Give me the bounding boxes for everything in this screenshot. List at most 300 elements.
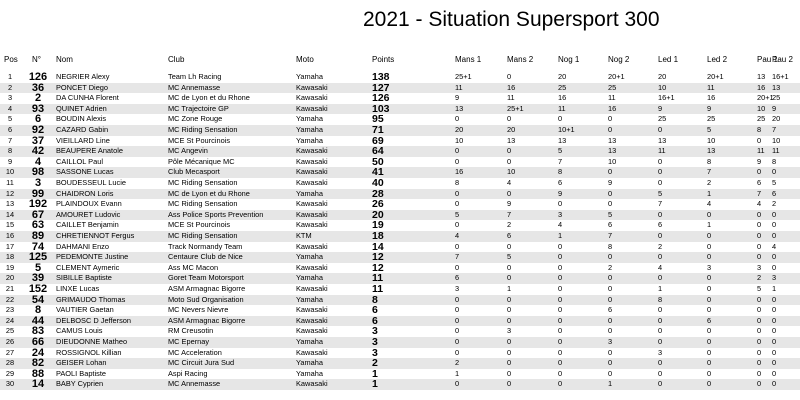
race-pau-1-cell: 7 <box>757 188 762 198</box>
race-mans-2-cell: 0 <box>507 241 512 251</box>
rider-number-cell: 37 <box>31 134 45 147</box>
race-mans-1-cell: 7 <box>455 252 460 262</box>
race-mans-1-cell: 10 <box>455 135 464 145</box>
race-led-1-cell: 0 <box>658 125 663 134</box>
race-led-1-cell: 0 <box>658 209 663 219</box>
club-cell: MC de Lyon et du Rhone <box>168 188 250 198</box>
race-led-2-cell: 0 <box>707 337 712 346</box>
table-row <box>0 114 800 125</box>
race-nog-1-cell: 11 <box>558 103 566 113</box>
race-mans-2-cell: 0 <box>507 294 512 304</box>
pos-cell: 30 <box>5 379 15 389</box>
header-nr: N° <box>32 55 41 64</box>
race-mans-2-cell: 0 <box>507 315 512 325</box>
race-nog-1-cell: 8 <box>558 167 563 177</box>
table-row <box>0 146 800 157</box>
points-cell: 8 <box>372 293 378 306</box>
table-row <box>0 72 800 83</box>
moto-cell: Kawasaki <box>296 315 328 325</box>
race-nog-2-cell: 0 <box>608 252 613 262</box>
race-led-1-cell: 0 <box>658 358 663 368</box>
moto-cell: Yamaha <box>296 188 323 198</box>
pos-cell: 20 <box>5 273 15 283</box>
points-cell: 3 <box>372 336 378 348</box>
rider-number-cell: 5 <box>34 261 42 274</box>
race-led-2-cell: 25 <box>707 114 716 124</box>
moto-cell: Kawasaki <box>296 305 328 315</box>
race-nog-1-cell: 13 <box>558 135 567 145</box>
race-led-1-cell: 0 <box>658 326 663 336</box>
header-points: Points <box>372 55 395 64</box>
race-nog-2-cell: 0 <box>608 114 613 124</box>
table-row <box>0 295 800 306</box>
race-pau-2-cell: 5 <box>772 178 777 187</box>
rider-name-cell: VAUTIER Gaetan <box>56 305 114 315</box>
rider-name-cell: CAMUS Louis <box>56 326 103 336</box>
race-led-1-cell: 0 <box>658 231 663 240</box>
race-pau-2-cell: 0 <box>772 220 777 230</box>
club-cell: Goret Team Motorsport <box>168 273 244 283</box>
race-pau-2-cell: 10 <box>772 135 781 145</box>
table-header-row <box>0 55 800 67</box>
race-pau-1-cell: 0 <box>757 294 762 304</box>
race-nog-1-cell: 0 <box>558 241 563 251</box>
race-nog-2-cell: 16 <box>608 103 617 113</box>
race-led-2-cell: 0 <box>707 273 712 283</box>
race-nog-1-cell: 0 <box>558 358 563 368</box>
race-nog-2-cell: 5 <box>608 209 613 219</box>
race-nog-1-cell: 0 <box>558 284 563 293</box>
rider-name-cell: BEAUPERE Anatole <box>56 146 123 156</box>
race-nog-2-cell: 1 <box>608 379 613 389</box>
pos-cell: 3 <box>7 93 13 103</box>
race-mans-2-cell: 0 <box>507 188 512 198</box>
club-cell: MC Riding Sensation <box>168 125 238 134</box>
race-led-2-cell: 5 <box>707 125 712 134</box>
race-mans-2-cell: 2 <box>507 220 512 230</box>
race-pau-2-cell: 11 <box>772 146 780 156</box>
race-led-2-cell: 8 <box>707 156 712 166</box>
race-led-2-cell: 0 <box>707 305 712 315</box>
race-mans-2-cell: 0 <box>507 347 512 357</box>
race-led-2-cell: 0 <box>707 284 712 293</box>
race-led-1-cell: 16+1 <box>658 93 675 103</box>
header-mans-2: Mans 2 <box>507 55 534 64</box>
points-cell: 11 <box>372 283 384 295</box>
rider-name-cell: SIBILLE Baptiste <box>56 273 112 283</box>
race-pau-2-cell: 0 <box>772 315 777 325</box>
pos-cell: 8 <box>7 146 13 156</box>
race-nog-1-cell: 0 <box>558 114 563 124</box>
race-nog-1-cell: 16 <box>558 93 567 103</box>
club-cell: MC Riding Sensation <box>168 199 238 209</box>
table-row <box>0 136 800 147</box>
race-mans-1-cell: 0 <box>455 379 460 389</box>
race-mans-1-cell: 0 <box>455 114 460 124</box>
race-mans-2-cell: 0 <box>507 379 512 389</box>
race-mans-1-cell: 13 <box>455 103 464 113</box>
header-pau-1: Pau 1 <box>757 55 778 64</box>
points-cell: 3 <box>372 346 378 359</box>
race-pau-1-cell: 0 <box>757 209 762 219</box>
race-mans-2-cell: 0 <box>507 273 512 283</box>
race-led-1-cell: 0 <box>658 368 663 378</box>
rider-number-cell: 192 <box>28 198 48 211</box>
pos-cell: 19 <box>5 262 15 272</box>
table-row <box>0 231 800 242</box>
race-mans-1-cell: 0 <box>455 347 460 357</box>
rider-number-cell: 44 <box>31 314 45 327</box>
race-led-1-cell: 13 <box>658 135 667 145</box>
rider-name-cell: PONCET Diego <box>56 82 109 92</box>
race-nog-1-cell: 0 <box>558 252 563 262</box>
moto-cell: Yamaha <box>296 114 323 124</box>
race-nog-1-cell: 4 <box>558 220 563 230</box>
race-pau-2-cell: 20 <box>772 114 781 124</box>
points-cell: 1 <box>372 378 378 391</box>
race-mans-1-cell: 0 <box>455 262 460 272</box>
race-led-2-cell: 2 <box>707 178 712 187</box>
points-cell: 6 <box>372 314 378 327</box>
rider-number-cell: 152 <box>28 283 48 295</box>
rider-number-cell: 24 <box>31 346 45 359</box>
race-nog-1-cell: 0 <box>558 305 563 315</box>
race-pau-1-cell: 0 <box>757 368 762 378</box>
points-cell: 6 <box>372 304 378 317</box>
race-nog-2-cell: 13 <box>608 146 617 156</box>
moto-cell: Yamaha <box>296 358 323 368</box>
rider-name-cell: CHRETIENNOT Fergus <box>56 231 135 240</box>
race-pau-2-cell: 3 <box>772 273 777 283</box>
race-pau-1-cell: 3 <box>757 262 762 272</box>
race-mans-1-cell: 0 <box>455 220 460 230</box>
pos-cell: 12 <box>5 188 15 198</box>
page-title: 2021 - Situation Supersport 300 <box>363 8 660 31</box>
race-mans-1-cell: 25+1 <box>455 72 472 81</box>
race-nog-2-cell: 0 <box>608 315 613 325</box>
rider-name-cell: DIEUDONNE Matheo <box>56 337 128 346</box>
club-cell: MCE St Pourcinois <box>168 135 231 145</box>
race-nog-2-cell: 0 <box>608 273 613 283</box>
moto-cell: Yamaha <box>296 337 323 346</box>
race-mans-1-cell: 16 <box>455 167 464 177</box>
race-led-1-cell: 0 <box>658 379 663 389</box>
race-led-1-cell: 3 <box>658 347 663 357</box>
club-cell: Aspi Racing <box>168 368 208 378</box>
moto-cell: Kawasaki <box>296 199 328 209</box>
race-led-2-cell: 1 <box>707 188 712 198</box>
race-mans-2-cell: 0 <box>507 368 512 378</box>
race-led-1-cell: 0 <box>658 252 663 262</box>
race-pau-1-cell: 0 <box>757 358 762 368</box>
race-mans-1-cell: 0 <box>455 294 460 304</box>
race-pau-2-cell: 0 <box>772 305 777 315</box>
moto-cell: Kawasaki <box>296 326 328 336</box>
race-mans-1-cell: 9 <box>455 93 460 103</box>
race-nog-2-cell: 13 <box>608 135 617 145</box>
moto-cell: Kawasaki <box>296 178 328 187</box>
race-mans-1-cell: 20 <box>455 125 464 134</box>
rider-name-cell: CAILLOL Paul <box>56 156 103 166</box>
race-pau-2-cell: 0 <box>772 368 777 378</box>
race-pau-1-cell: 4 <box>757 199 762 209</box>
club-cell: MCE St Pourcinois <box>168 220 231 230</box>
race-led-1-cell: 20 <box>658 72 667 81</box>
race-led-2-cell: 0 <box>707 358 712 368</box>
table-row <box>0 337 800 348</box>
race-mans-1-cell: 4 <box>455 231 460 240</box>
race-nog-2-cell: 3 <box>608 337 613 346</box>
points-cell: 14 <box>372 240 384 253</box>
race-pau-2-cell: 0 <box>772 262 777 272</box>
rider-number-cell: 82 <box>31 357 45 370</box>
header-mans-1: Mans 1 <box>455 55 482 64</box>
race-pau-1-cell: 0 <box>757 220 762 230</box>
points-cell: 20 <box>372 208 384 221</box>
moto-cell: Kawasaki <box>296 347 328 357</box>
race-pau-1-cell: 5 <box>757 284 762 293</box>
moto-cell: Kawasaki <box>296 82 328 92</box>
race-nog-1-cell: 0 <box>558 262 563 272</box>
race-pau-1-cell: 25 <box>757 114 766 124</box>
table-row <box>0 284 800 295</box>
race-mans-1-cell: 0 <box>455 337 460 346</box>
rider-number-cell: 92 <box>31 124 45 136</box>
pos-cell: 27 <box>5 347 15 357</box>
race-pau-2-cell: 13 <box>772 82 781 92</box>
pos-cell: 4 <box>7 103 13 113</box>
race-nog-1-cell: 0 <box>558 379 563 389</box>
race-led-2-cell: 0 <box>707 252 712 262</box>
rider-name-cell: ROSSIGNOL Killian <box>56 347 122 357</box>
race-led-1-cell: 8 <box>658 294 663 304</box>
race-mans-1-cell: 6 <box>455 273 460 283</box>
moto-cell: KTM <box>296 231 312 240</box>
race-nog-2-cell: 7 <box>608 231 613 240</box>
points-cell: 26 <box>372 198 384 211</box>
rider-number-cell: 89 <box>31 230 45 242</box>
race-nog-1-cell: 0 <box>558 273 563 283</box>
rider-name-cell: PLAINDOUX Evann <box>56 199 122 209</box>
race-pau-2-cell: 25 <box>772 93 781 103</box>
table-row <box>0 210 800 221</box>
race-led-1-cell: 11 <box>658 146 666 156</box>
pos-cell: 15 <box>5 220 15 230</box>
pos-cell: 24 <box>5 315 15 325</box>
race-mans-1-cell: 0 <box>455 188 460 198</box>
race-led-1-cell: 7 <box>658 199 663 209</box>
moto-cell: Kawasaki <box>296 93 328 103</box>
moto-cell: Kawasaki <box>296 284 328 293</box>
race-pau-1-cell: 8 <box>757 125 762 134</box>
rider-name-cell: LINXE Lucas <box>56 284 100 293</box>
rider-number-cell: 4 <box>34 155 42 168</box>
race-led-2-cell: 10 <box>707 135 716 145</box>
race-led-1-cell: 0 <box>658 178 663 187</box>
rider-name-cell: CHAIDRON Loris <box>56 188 114 198</box>
race-mans-1-cell: 0 <box>455 199 460 209</box>
race-led-1-cell: 6 <box>658 220 663 230</box>
points-cell: 103 <box>372 102 390 115</box>
race-led-1-cell: 0 <box>658 156 663 166</box>
race-pau-1-cell: 0 <box>757 167 762 177</box>
race-led-1-cell: 1 <box>658 284 663 293</box>
race-nog-2-cell: 0 <box>608 358 613 368</box>
race-pau-2-cell: 6 <box>772 188 777 198</box>
pos-cell: 28 <box>5 358 15 368</box>
moto-cell: Yamaha <box>296 252 323 262</box>
rider-number-cell: 99 <box>31 187 45 200</box>
header-nog-1: Nog 1 <box>558 55 580 64</box>
rider-name-cell: BOUDESSEUL Lucie <box>56 178 126 187</box>
race-mans-1-cell: 0 <box>455 156 460 166</box>
race-mans-1-cell: 0 <box>455 315 460 325</box>
race-nog-2-cell: 25 <box>608 82 617 92</box>
rider-name-cell: DAHMANI Enzo <box>56 241 109 251</box>
moto-cell: Kawasaki <box>296 103 328 113</box>
rider-name-cell: SASSONE Lucas <box>56 167 114 177</box>
race-mans-2-cell: 11 <box>507 93 515 103</box>
points-cell: 18 <box>372 230 384 242</box>
club-cell: MC Angevin <box>168 146 208 156</box>
table-row <box>0 252 800 263</box>
race-nog-2-cell: 0 <box>608 199 613 209</box>
pos-cell: 1 <box>7 72 13 81</box>
club-cell: Ass MC Macon <box>168 262 219 272</box>
race-mans-2-cell: 20 <box>507 125 516 134</box>
race-mans-2-cell: 16 <box>507 82 516 92</box>
pos-cell: 14 <box>5 209 15 219</box>
race-nog-2-cell: 0 <box>608 294 613 304</box>
points-cell: 41 <box>372 166 384 179</box>
rider-name-cell: DELBOSC D Jefferson <box>56 315 132 325</box>
club-cell: ASM Armagnac Bigorre <box>168 315 246 325</box>
race-pau-2-cell: 16+1 <box>772 72 789 81</box>
points-cell: 50 <box>372 155 384 168</box>
race-led-2-cell: 0 <box>707 347 712 357</box>
club-cell: MC Trajectoire GP <box>168 103 229 113</box>
race-led-2-cell: 4 <box>707 199 712 209</box>
race-pau-2-cell: 0 <box>772 167 777 177</box>
header-pos: Pos <box>4 55 18 64</box>
rider-number-cell: 98 <box>31 166 45 179</box>
race-pau-2-cell: 0 <box>772 326 777 336</box>
points-cell: 12 <box>372 251 384 264</box>
race-pau-2-cell: 0 <box>772 252 777 262</box>
table-row <box>0 167 800 178</box>
race-mans-2-cell: 6 <box>507 231 512 240</box>
table-row <box>0 263 800 274</box>
race-led-1-cell: 2 <box>658 241 663 251</box>
table-row <box>0 242 800 253</box>
table-row <box>0 348 800 359</box>
club-cell: MC Nevers Nievre <box>168 305 229 315</box>
moto-cell: Kawasaki <box>296 146 328 156</box>
rider-number-cell: 8 <box>34 304 42 317</box>
pos-cell: 22 <box>5 294 15 304</box>
race-nog-1-cell: 0 <box>558 347 563 357</box>
header-led-1: Led 1 <box>658 55 679 64</box>
rider-number-cell: 67 <box>31 208 45 221</box>
rider-name-cell: CLEMENT Aymeric <box>56 262 120 272</box>
rider-number-cell: 42 <box>31 145 45 158</box>
pos-cell: 7 <box>7 135 13 145</box>
race-led-2-cell: 3 <box>707 262 712 272</box>
race-led-2-cell: 1 <box>707 220 712 230</box>
rider-name-cell: VIEILLARD Line <box>56 135 110 145</box>
race-mans-1-cell: 0 <box>455 326 460 336</box>
race-mans-1-cell: 8 <box>455 178 460 187</box>
race-pau-2-cell: 0 <box>772 379 777 389</box>
points-cell: 69 <box>372 134 384 147</box>
race-pau-1-cell: 0 <box>757 252 762 262</box>
rider-number-cell: 63 <box>31 219 45 232</box>
table-row <box>0 93 800 104</box>
race-mans-2-cell: 25+1 <box>507 103 524 113</box>
race-mans-2-cell: 0 <box>507 262 512 272</box>
race-mans-2-cell: 7 <box>507 209 512 219</box>
race-led-2-cell: 9 <box>707 103 712 113</box>
points-cell: 138 <box>372 71 390 83</box>
rider-name-cell: CAZARD Gabin <box>56 125 109 134</box>
race-pau-2-cell: 2 <box>772 199 777 209</box>
pos-cell: 18 <box>5 252 15 262</box>
moto-cell: Kawasaki <box>296 156 328 166</box>
rider-name-cell: GRIMAUDO Thomas <box>56 294 126 304</box>
race-led-2-cell: 11 <box>707 82 715 92</box>
race-pau-2-cell: 0 <box>772 294 777 304</box>
table-row <box>0 273 800 284</box>
pos-cell: 5 <box>7 114 13 124</box>
club-cell: MC Annemasse <box>168 379 221 389</box>
moto-cell: Kawasaki <box>296 220 328 230</box>
race-nog-2-cell: 11 <box>608 93 616 103</box>
rider-number-cell: 83 <box>31 325 45 338</box>
rider-number-cell: 3 <box>34 177 42 189</box>
race-pau-1-cell: 16 <box>757 82 766 92</box>
points-cell: 40 <box>372 177 384 189</box>
race-nog-2-cell: 10 <box>608 156 617 166</box>
race-pau-1-cell: 0 <box>757 231 762 240</box>
pos-cell: 6 <box>7 125 13 134</box>
race-mans-2-cell: 13 <box>507 135 516 145</box>
race-led-2-cell: 0 <box>707 294 712 304</box>
table-row <box>0 316 800 327</box>
rider-name-cell: NEGRIER Alexy <box>56 72 110 81</box>
race-nog-2-cell: 0 <box>608 326 613 336</box>
race-mans-1-cell: 1 <box>455 368 460 378</box>
table-row <box>0 220 800 231</box>
points-cell: 95 <box>372 113 384 126</box>
club-cell: MC Acceleration <box>168 347 222 357</box>
race-led-2-cell: 6 <box>707 315 712 325</box>
race-led-2-cell: 7 <box>707 167 712 177</box>
race-mans-1-cell: 3 <box>455 284 460 293</box>
rider-number-cell: 93 <box>31 102 45 115</box>
club-cell: MC Zone Rouge <box>168 114 223 124</box>
rider-number-cell: 6 <box>34 113 42 126</box>
header-led-2: Led 2 <box>707 55 728 64</box>
header-moto: Moto <box>296 55 314 64</box>
club-cell: Track Normandy Team <box>168 241 243 251</box>
moto-cell: Kawasaki <box>296 167 328 177</box>
race-led-2-cell: 0 <box>707 209 712 219</box>
moto-cell: Yamaha <box>296 273 323 283</box>
race-nog-2-cell: 0 <box>608 284 613 293</box>
race-pau-1-cell: 0 <box>757 337 762 346</box>
race-led-2-cell: 0 <box>707 368 712 378</box>
race-mans-2-cell: 5 <box>507 252 512 262</box>
